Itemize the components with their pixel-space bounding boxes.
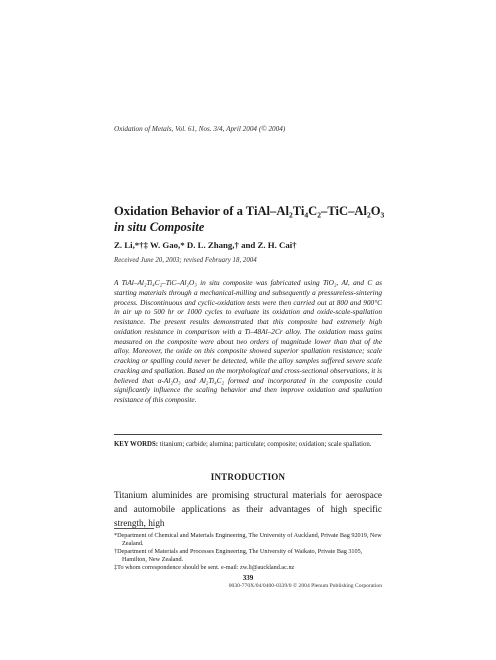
abstract-text: A TiAl–Al₂Ti₄C₂–TiC–Al₂O₃ in situ composite was fabricated using TiO₂, Al, and C as starting materials through a mechanical-milling and subsequently a pressureless-sintering process. Discontinuous and cyclic-oxidation tests were then carried out at 800 and 900°C in air up to 500 hr or 1000 cycles to evaluate its oxidation and oxide-scale-spallation resistance. The present results demonstrated that this composite had extremely high oxidation resistance in comparison with a Ti–48Al–2Cr alloy. The oxidation mass gains measured on the composite were about two orders of magnitude lower than that of the alloy. Moreover, the oxide on this composite showed superior spallation resistance; scale cracking or spalling could never be detected, while the alloy samples suffered severe scale cracking and spallation. Based on the morphological and cross-sectional observations, it is believed that α-Al₂O₃ and Al₂Ti₄C₂ formed and incorporated in the composite could significantly influence the scaling behavior and then improve oxidation and spallation resistance of this composite.	[114, 278, 382, 404]
page-number: 339	[242, 574, 254, 582]
section-heading-introduction: INTRODUCTION	[210, 472, 286, 482]
footnote-affiliation-waikato: †Department of Materials and Processes Engineering, The University of Waikato, Private Bag 3105, Hamilton, New Zealand.	[114, 547, 363, 563]
abstract-divider	[114, 434, 382, 435]
journal-citation: Oxidation of Metals, Vol. 61, Nos. 3/4, April 2004 (© 2004)	[114, 125, 286, 133]
copyright-line: 0030-770X/04/0400-0339/0 © 2004 Plenum Publishing Corporation	[228, 583, 382, 589]
introduction-paragraph: Titanium aluminides are promising structural materials for aerospace and automobile applications as their advantages of high specific strength, high	[114, 490, 382, 528]
footnotes	[114, 532, 384, 572]
article-title	[114, 203, 444, 235]
footnote-affiliation-auckland: *Department of Chemical and Materials Engineering, The University of Auckland, Private Bag 92019, New Zealand.	[114, 532, 382, 547]
footnote-correspondence: ‡To whom correspondence should be sent. e-mail: zw.li@auckland.ac.nz	[114, 563, 295, 571]
title-line-1: Oxidation Behavior of a TiAl–Al₂Ti₄C₂–TiC–Al₂O₃	[114, 204, 385, 218]
keywords-list: titanium; carbide; alumina; particulate; composite; oxidation; scale spallation.	[158, 441, 372, 448]
received-dates: Received June 20, 2003; revised February 18, 2004	[114, 257, 257, 264]
author-list: Z. Li,*†‡ W. Gao,* D. L. Zhang,† and Z. H. Cai†	[114, 240, 297, 250]
title-line-2: in situ Composite	[114, 220, 205, 234]
footnote-divider	[114, 528, 154, 529]
keywords-block	[114, 440, 382, 449]
keywords-label: KEY WORDS:	[114, 441, 158, 448]
